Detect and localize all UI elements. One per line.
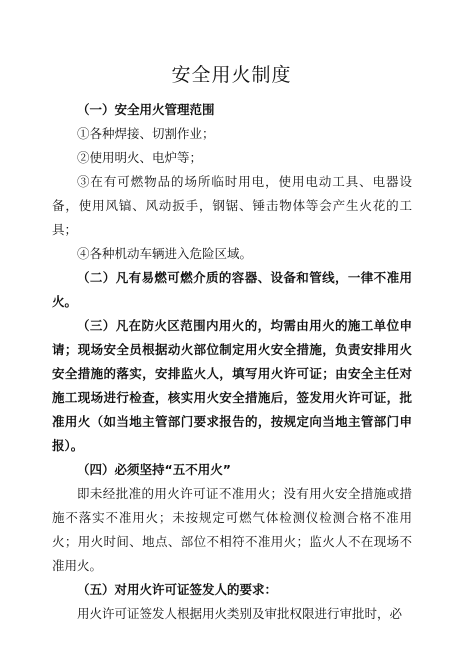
document-body xyxy=(52,98,412,626)
document-title: 安全用火制度 xyxy=(171,64,292,86)
list-item-2: ②使用明火、电炉等； xyxy=(77,150,203,165)
section-heading-1: （一）安全用火管理范围 xyxy=(77,102,215,117)
list-item-1: ①各种焊接、切割作业； xyxy=(77,126,215,141)
section-heading-2: （二）凡有易燃可燃介质的容器、设备和管线，一律不准用火。 xyxy=(52,270,412,309)
section-heading-4: （四）必须坚持“五不用火” xyxy=(77,462,231,477)
paragraph-five-no-fire: 即未经批准的用火许可证不准用火；没有用火安全措施或措施不落实不准用火；未按规定可燃气体检测仪检测合格不准用火；用火时间、地点、部位不相符不准用火；监火人不在现场不准用火。 xyxy=(52,486,412,573)
section-heading-3: （三）凡在防火区范围内用火的，均需由用火的施工单位申请；现场安全员根据动火部位制定用火安全措施，负责安排用火安全措施的落实，安排监火人，填写用火许可证；由安全主任对施工现场进行检查，核实用火安全措施后，签发用火许可证，批准用火（如当地主管部门要求报告的，按规定向当地主管部门申报）。 xyxy=(52,318,412,453)
section-heading-5: （五）对用火许可证签发人的要求： xyxy=(77,582,278,597)
paragraph-permit-signer: 用火许可证签发人根据用火类别及审批权限进行审批时，必 xyxy=(77,606,403,621)
list-item-4: ④各种机动车辆进入危险区域。 xyxy=(77,246,253,261)
list-item-3: ③在有可燃物品的场所临时用电，使用电动工具、电器设备，使用风镐、风动扳手，钢锯、锤击物体等会产生火花的工具； xyxy=(52,174,412,237)
